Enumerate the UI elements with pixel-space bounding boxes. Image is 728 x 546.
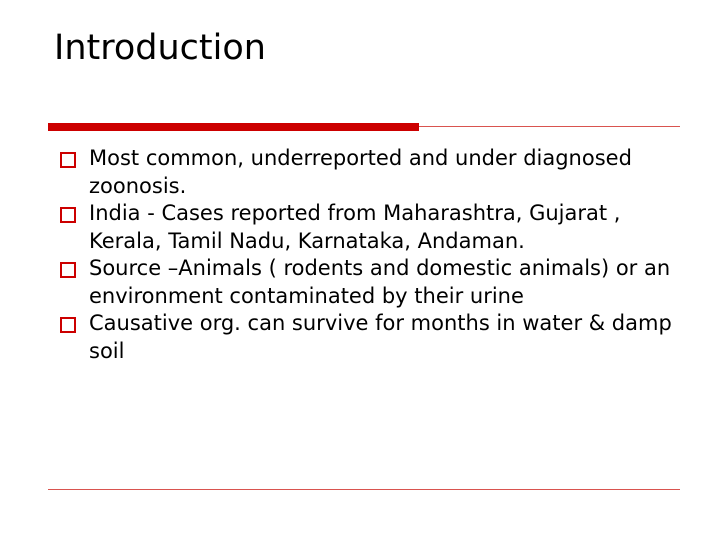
hollow-square-bullet-icon — [60, 207, 76, 223]
hollow-square-bullet-icon — [60, 152, 76, 168]
bullet-item — [60, 310, 680, 365]
title-underline-thick — [48, 123, 419, 131]
bullet-text: Source –Animals ( rodents and domestic animals) or an environment contaminated by their urine — [89, 256, 671, 308]
title-underline-thin — [419, 126, 680, 127]
bullet-text: Most common, underreported and under diagnosed zoonosis. — [89, 146, 632, 198]
bullet-item — [60, 255, 680, 310]
bullet-item — [60, 200, 680, 255]
hollow-square-bullet-icon — [60, 262, 76, 278]
bullet-text: Causative org. can survive for months in water & damp soil — [89, 311, 672, 363]
footer-rule — [48, 489, 680, 490]
bullet-list — [60, 145, 680, 365]
hollow-square-bullet-icon — [60, 317, 76, 333]
bullet-item — [60, 145, 680, 200]
slide-title: Introduction — [54, 28, 266, 68]
bullet-text: India - Cases reported from Maharashtra, Gujarat , Kerala, Tamil Nadu, Karnataka, Andaman. — [89, 201, 621, 253]
